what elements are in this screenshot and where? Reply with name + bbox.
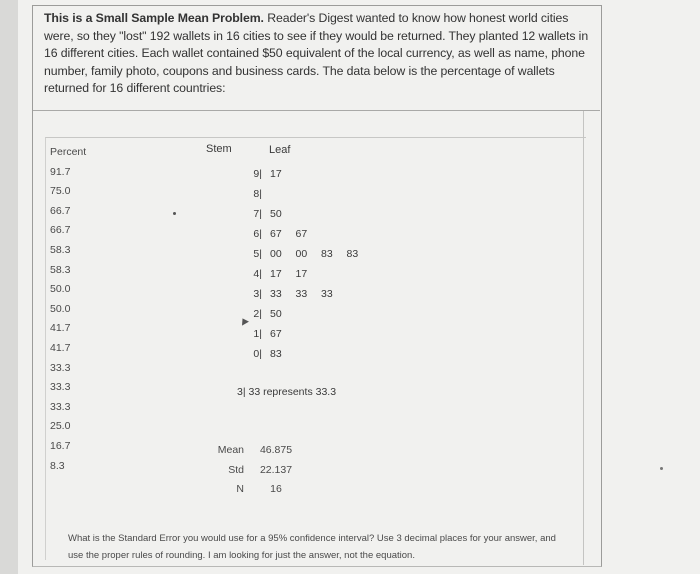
leaf-values: 50 xyxy=(270,308,282,320)
stray-dot xyxy=(173,212,176,215)
leaf-values: 00 00 83 83 xyxy=(270,248,359,260)
percent-value: 50.0 xyxy=(50,283,71,296)
question-text: What is the Standard Error you would use for a 95% confidence interval? Use 3 decimal places for your answer, and use the proper rules of rounding. I am looking for just the answer, not the equation. xyxy=(68,533,556,561)
stem-value: 2| xyxy=(253,308,262,320)
leaf-values: 17 xyxy=(270,168,282,180)
std-value: 22.137 xyxy=(259,463,293,476)
percent-value: 66.7 xyxy=(50,204,71,217)
std-label: Std xyxy=(228,463,244,476)
problem-title: This is a Small Sample Mean Problem. xyxy=(44,11,264,25)
stem-value: 1| xyxy=(253,328,262,340)
stem-value: 7| xyxy=(253,208,262,220)
percent-header: Percent xyxy=(50,146,87,158)
percent-value: 25.0 xyxy=(50,420,71,433)
stem-value: 9| xyxy=(253,168,262,180)
stats-values xyxy=(254,441,298,500)
leaf-values: 17 17 xyxy=(270,268,308,280)
stem-column xyxy=(232,164,262,364)
percent-value: 91.7 xyxy=(50,165,71,178)
percent-value: 66.7 xyxy=(50,224,71,237)
percent-value: 33.3 xyxy=(50,361,71,374)
leaf-values xyxy=(270,184,358,204)
percent-value: 41.7 xyxy=(50,341,71,354)
leaf-header: Leaf xyxy=(269,144,291,156)
percent-value: 33.3 xyxy=(50,381,71,394)
stem-value: 8| xyxy=(253,188,262,200)
mean-value: 46.875 xyxy=(259,444,293,456)
mean-label: Mean xyxy=(217,444,244,456)
percent-value: 16.7 xyxy=(50,439,71,452)
percent-value: 50.0 xyxy=(50,302,71,315)
leaf-column xyxy=(270,164,358,364)
leaf-values: 67 67 xyxy=(270,228,308,240)
divider xyxy=(33,110,600,111)
stem-value: 5| xyxy=(253,248,262,260)
stem-value: 3| xyxy=(253,288,262,300)
stem-value: 6| xyxy=(253,228,262,240)
percent-column xyxy=(50,143,86,476)
percent-value: 8.3 xyxy=(50,459,65,472)
panel-edge xyxy=(583,111,584,565)
stem-header: Stem xyxy=(206,143,232,155)
n-label: N xyxy=(236,483,244,495)
stray-dot xyxy=(660,467,663,470)
leaf-values: 33 33 33 xyxy=(270,288,333,300)
percent-value: 33.3 xyxy=(50,400,71,413)
leaf-values: 83 xyxy=(270,348,282,360)
n-value: 16 xyxy=(270,483,282,495)
percent-value: 75.0 xyxy=(50,185,71,198)
stem-leaf-key: 3| 33 represents 33.3 xyxy=(237,386,337,398)
percent-value: 41.7 xyxy=(50,322,71,335)
leaf-values: 67 xyxy=(270,328,282,340)
stats-labels xyxy=(212,441,244,500)
percent-value: 58.3 xyxy=(50,243,71,256)
stem-value: 0| xyxy=(253,348,262,360)
stem-value: 4| xyxy=(253,268,262,280)
leaf-values: 50 xyxy=(270,208,282,220)
problem-statement xyxy=(44,10,592,98)
percent-value: 58.3 xyxy=(50,263,71,276)
problem-text: Reader's Digest wanted to know how honest world cities were, so they "lost" 192 wallets in 16 cities to see if they would be returned. They planted 12 wallets in 16 different cities. Each wallet contained $50 equivalent of the local currency, as well as name, phone number, family photo, coupons and business cards. The data below is the percentage of wallets returned for 16 different countries: xyxy=(44,11,589,96)
